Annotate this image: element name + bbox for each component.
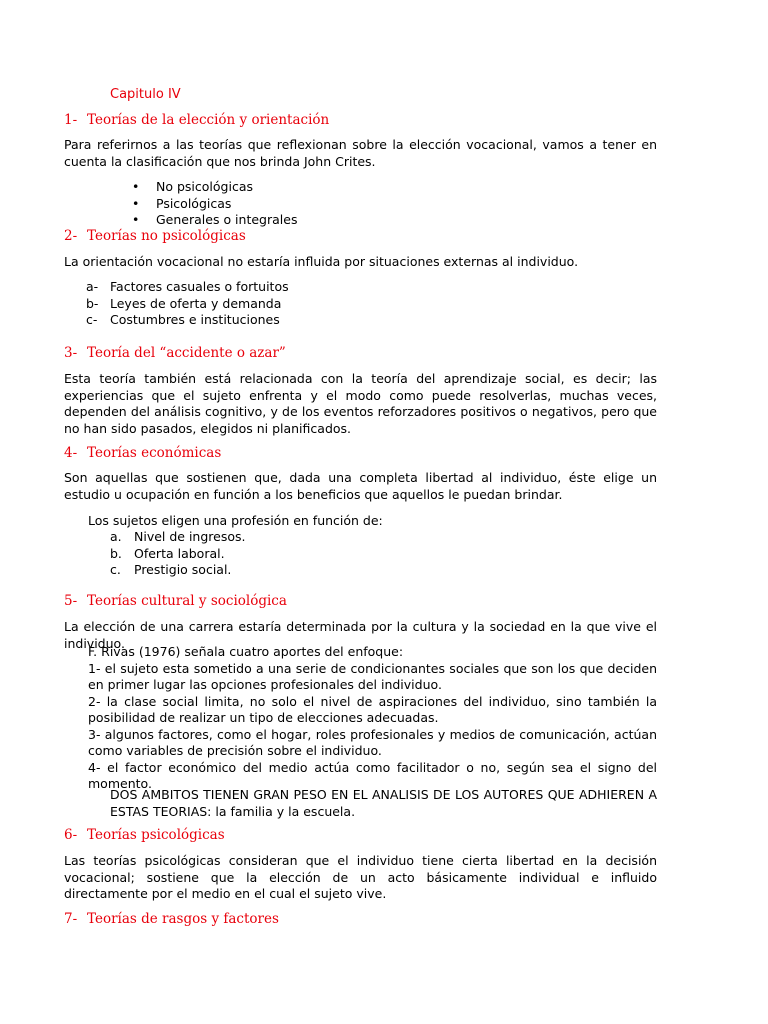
- section-4-list: [110, 529, 246, 579]
- section-heading-6: [64, 827, 225, 843]
- list-item: a- Factores casuales o fortuitos: [86, 279, 289, 294]
- section-number: 3-: [64, 345, 78, 361]
- bullet-icon: •: [132, 212, 140, 227]
- section-1-intro: Para referirnos a las teorías que reflexionan sobre la elección vocacional, vamos a tener en cuenta la clasificación que nos brinda John Crites.: [64, 137, 657, 169]
- section-title: Teorías no psicológicas: [87, 228, 246, 244]
- section-heading-3: [64, 345, 286, 361]
- list-item: b. Oferta laboral.: [110, 545, 225, 561]
- bullet-icon: •: [132, 195, 140, 211]
- section-title: Teorías psicológicas: [87, 827, 225, 843]
- section-4-body: Son aquellas que sostienen que, dada una completa libertad al individuo, éste elige un estudio u ocupación en función a los beneficios que aquellos le puedan brindar.: [64, 470, 657, 502]
- section-number: 7-: [64, 911, 78, 927]
- section-heading-7: [64, 911, 279, 927]
- section-number: 1-: [64, 112, 78, 128]
- list-item: a. Nivel de ingresos.: [110, 529, 246, 544]
- list-item: • No psicológicas: [132, 179, 253, 194]
- section-number: 6-: [64, 827, 78, 843]
- bullet-icon: •: [132, 179, 140, 194]
- section-heading-1: [64, 112, 329, 128]
- section-3-body: Esta teoría también está relacionada con la teoría del aprendizaje social, es decir; las experiencias que el sujeto enfrenta y el modo como puede resolverlas, muchas veces, dependen del análisis cognitivo, y de los eventos reforzadores positivos o negativos, pero que no han sido pasados, elegidos ni planificados.: [64, 371, 657, 436]
- section-5-rivas: F. Rivas (1976) señala cuatro aportes del enfoque: 1- el sujeto esta sometido a una serie de condicionantes sociales que son los que deciden en primer lugar las opciones profesionales del individuo. 2- la clase social limita, no solo el nivel de aspiraciones del individuo, sino también la posibilidad de realizar un tipo de elecciones adecuadas. 3- algunos factores, como el hogar, roles profesionales y medios de comunicación, actúan como variables de precisión sobre el individuo. 4- el factor económico del medio actúa como facilitador o no, según sea el signo del momento.: [88, 644, 657, 791]
- section-number: 5-: [64, 593, 78, 609]
- section-2-intro: La orientación vocacional no estaría influida por situaciones externas al individuo.: [64, 254, 579, 269]
- section-title: Teorías de la elección y orientación: [87, 112, 330, 128]
- section-title: Teorías de rasgos y factores: [87, 911, 279, 927]
- section-1-bullet-list: [132, 179, 298, 229]
- list-item: b- Leyes de oferta y demanda: [86, 295, 282, 311]
- section-number: 2-: [64, 228, 78, 244]
- section-5-body: La elección de una carrera estaría determinada por la cultura y la sociedad en la que vive el individuo.: [64, 619, 657, 651]
- section-2-list: [86, 279, 289, 329]
- list-item: c. Prestigio social.: [110, 562, 232, 577]
- section-title: Teorías cultural y sociológica: [87, 593, 287, 609]
- section-4-lead: Los sujetos eligen una profesión en función de:: [88, 513, 383, 528]
- section-heading-5: [64, 593, 287, 609]
- section-6-body: Las teorías psicológicas consideran que el individuo tiene cierta libertad en la decisión vocacional; sostiene que la elección de un acto básicamente individual e influido directamente por el medio en el cual el sujeto vive.: [64, 853, 657, 901]
- section-5-caps-note: DOS AMBITOS TIENEN GRAN PESO EN EL ANALISIS DE LOS AUTORES QUE ADHIEREN A ESTAS TEORIAS: la familia y la escuela.: [110, 787, 657, 819]
- chapter-title: Capitulo IV: [110, 87, 181, 102]
- section-title: Teorías económicas: [87, 445, 222, 461]
- list-item: • Psicológicas: [132, 195, 232, 211]
- section-title: Teoría del “accidente o azar”: [87, 345, 286, 361]
- section-heading-2: [64, 228, 246, 244]
- section-number: 4-: [64, 445, 78, 461]
- section-heading-4: [64, 445, 221, 461]
- list-item: c- Costumbres e instituciones: [86, 312, 280, 327]
- list-item: • Generales o integrales: [132, 212, 298, 227]
